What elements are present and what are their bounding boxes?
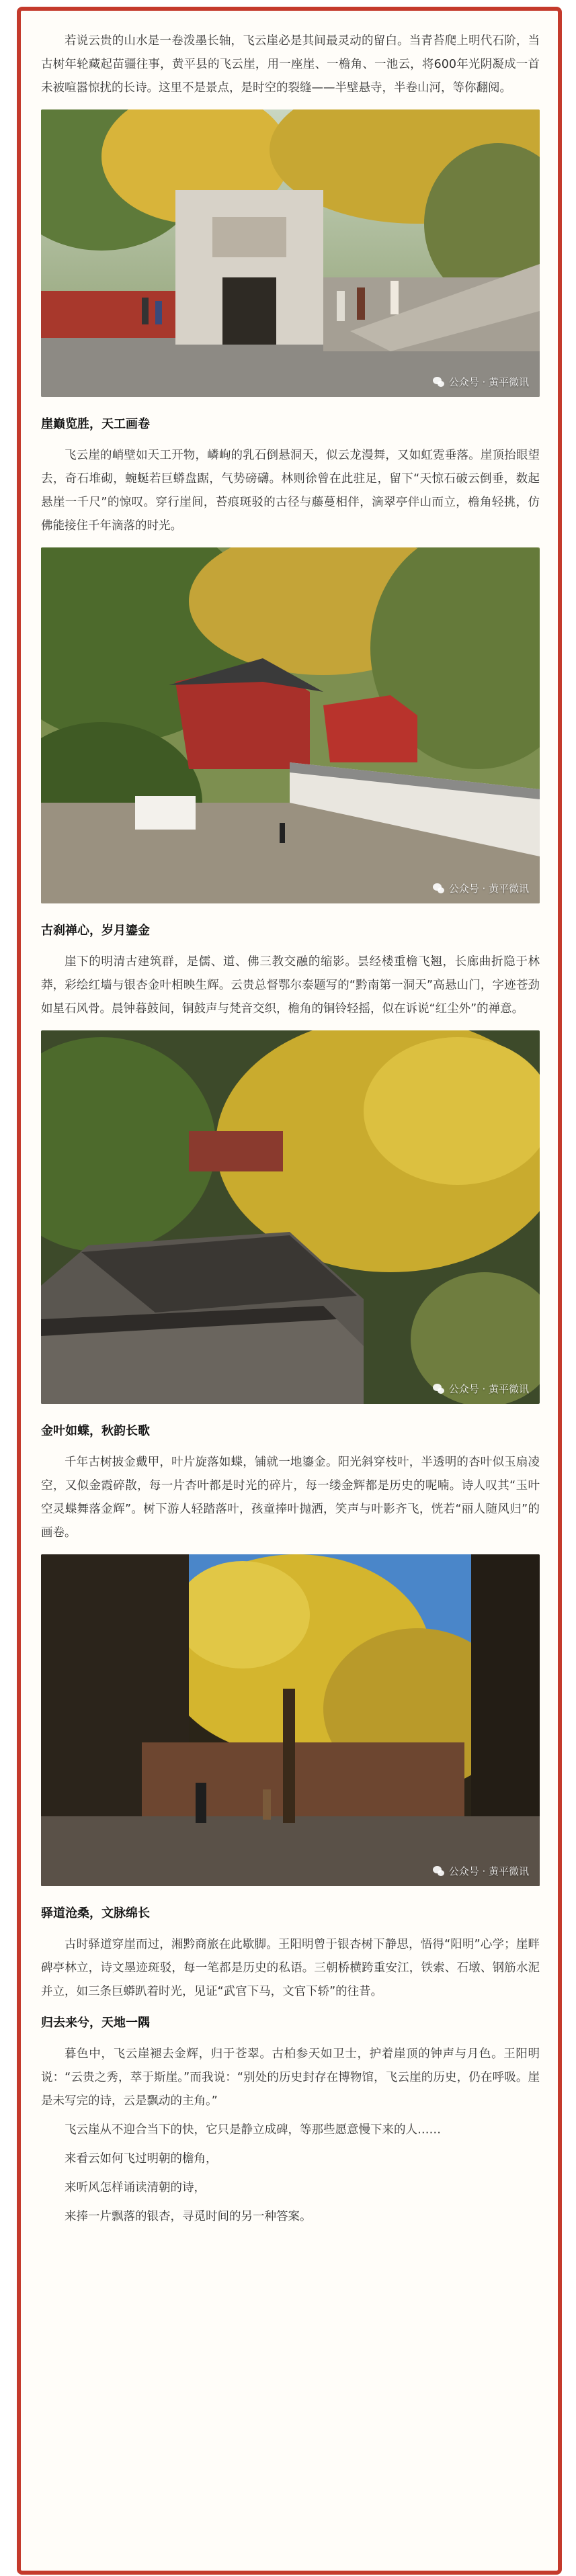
watermark: 公众号 · 黄平微讯 xyxy=(433,1382,529,1396)
section-heading: 驿道沧桑，文脉绵长 xyxy=(41,1906,150,1920)
ginkgo-courtyard-photo xyxy=(41,1554,540,1886)
section-paragraph: 千年古树披金戴甲，叶片旋落如蝶，铺就一地鎏金。阳光斜穿枝叶，半透明的杏叶似玉扇凌空，又似金霞碎散，每一片杏叶都是时光的碎片，每一缕金辉都是历史的呢喃。诗人叹其“玉叶空灵蝶舞落金辉”。树下游人轻踏落叶，孩童捧叶抛洒，笑声与叶影齐飞，恍若“丽人随风归”的画卷。 xyxy=(41,1456,540,1540)
temple-gate-photo xyxy=(41,109,540,397)
section-heading: 金叶如蝶，秋韵长歌 xyxy=(41,1424,150,1438)
section-heading: 归去来兮，天地一隅 xyxy=(41,2016,150,2030)
watermark: 公众号 · 黄平微讯 xyxy=(433,1864,529,1878)
intro-paragraph: 若说云贵的山水是一卷泼墨长轴，飞云崖必是其间最灵动的留白。当青苔爬上明代石阶，当古树年轮藏起苗疆往事，黄平县的飞云崖，用一座崖、一檐角、一池云，将600年光阴凝成一首未被喧嚣惊扰的长诗。这里不是景点，是时空的裂缝——半壁悬寺，半卷山河，等你翻阅。 xyxy=(41,34,540,95)
wechat-icon xyxy=(433,1384,445,1394)
closing-line: 来捧一片飘落的银杏，寻觅时间的另一种答案。 xyxy=(65,2210,312,2223)
section-paragraph: 崖下的明清古建筑群，是儒、道、佛三教交融的缩影。昙经楼重檐飞翘，长廊曲折隐于林莽，彩绘红墙与银杏金叶相映生辉。云贵总督鄂尔泰题写的“黔南第一洞天”高悬山门，字迹苍劲如星石风骨。晨钟暮鼓间，铜鼓声与梵音交织，檐角的铜铃轻摇，似在诉说“红尘外”的禅意。 xyxy=(41,955,540,1016)
temple-roof-photo xyxy=(41,1030,540,1404)
closing-line: 来看云如何飞过明朝的檐角， xyxy=(65,2152,218,2166)
closing-line: 来听风怎样诵读清朝的诗， xyxy=(65,2181,206,2194)
section-paragraph: 暮色中，飞云崖褪去金辉，归于苍翠。古柏参天如卫士，护着崖顶的钟声与月色。王阳明说：“云贵之秀，萃于斯崖。”而我说：“别处的历史封存在博物馆，飞云崖的历史，仍在呼吸。崖是未写完的诗，云是飘动的主角。” xyxy=(41,2047,540,2108)
wechat-icon xyxy=(433,1866,445,1876)
temple-complex-photo xyxy=(41,547,540,903)
article-body xyxy=(41,30,540,2229)
section-paragraph: 古时驿道穿崖而过，湘黔商旅在此歇脚。王阳明曾于银杏树下静思，悟得“阳明”心学；崖畔碑亭林立，诗文墨迹斑驳，每一笔都是历史的私语。三朝桥横跨重安江，铁索、石墩、钢筋水泥并立，如三条巨蟒趴着时光，见证“武官下马，文官下轿”的往昔。 xyxy=(41,1938,540,1998)
watermark: 公众号 · 黄平微讯 xyxy=(433,881,529,895)
section-heading: 古刹禅心，岁月鎏金 xyxy=(41,924,150,938)
wechat-icon xyxy=(433,377,445,387)
wechat-icon xyxy=(433,883,445,893)
section-heading: 崖巅览胜，天工画卷 xyxy=(41,417,150,431)
watermark: 公众号 · 黄平微讯 xyxy=(433,375,529,389)
section-paragraph: 飞云崖的峭壁如天工开物，嶙峋的乳石倒悬洞天，似云龙漫舞，又如虹霓垂落。崖顶抬眼望去，奇石堆砌，蜿蜒若巨蟒盘踞，气势磅礴。林则徐曾在此驻足，留下“天惊石破云倒垂，数起悬崖一千尺”的惊叹。穿行崖间，苔痕斑驳的古径与藤蔓相伴，滴翠亭伴山而立，檐角轻挑，仿佛能接住千年滴落的时光。 xyxy=(41,449,540,533)
closing-line: 飞云崖从不迎合当下的快，它只是静立成碑，等那些愿意慢下来的人…… xyxy=(65,2123,441,2137)
article-frame xyxy=(17,7,562,2575)
